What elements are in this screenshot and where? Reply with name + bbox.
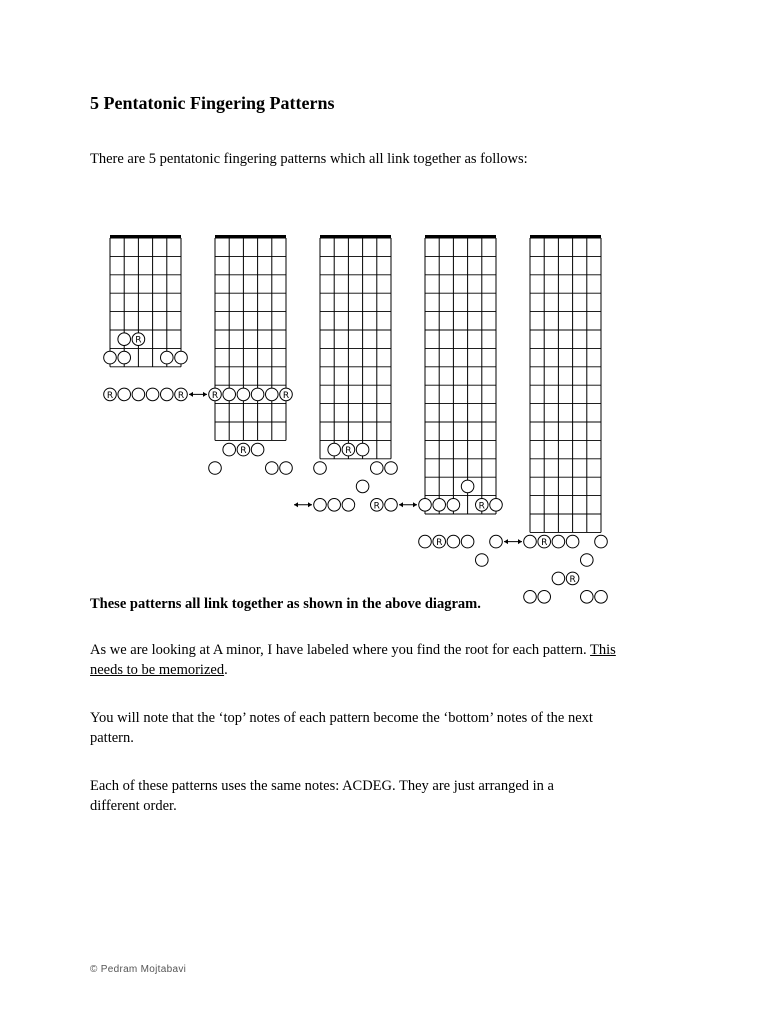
fretboard-pattern-5 <box>524 235 608 603</box>
note-marker <box>595 535 608 548</box>
note-marker <box>356 480 369 493</box>
note-marker <box>476 554 489 567</box>
memorize-underlined-2: needs to be memorized <box>90 662 225 678</box>
fretboard-pattern-3 <box>314 235 398 511</box>
top-bottom-line-1: You will note that the ‘top’ notes of each pattern become the ‘bottom’ notes of the next <box>90 710 593 726</box>
note-marker <box>342 499 355 512</box>
top-bottom-line-2: pattern. <box>90 730 134 746</box>
link-arrow-head-right <box>308 502 312 507</box>
link-arrow <box>399 502 417 507</box>
note-marker <box>266 462 279 475</box>
note-marker <box>385 499 398 512</box>
root-label: R <box>135 335 142 346</box>
note-marker <box>371 462 384 475</box>
intro-paragraph: There are 5 pentatonic fingering patterns which all link together as follows: <box>90 151 528 167</box>
note-marker <box>490 499 503 512</box>
root-label: R <box>106 390 114 401</box>
fretboard-pattern-1 <box>104 235 188 401</box>
root-label: R <box>240 446 247 457</box>
note-marker <box>132 388 145 401</box>
note-marker <box>223 388 236 401</box>
note-marker <box>385 462 398 475</box>
root-label: R <box>177 390 185 401</box>
fretboard-pattern-2 <box>209 235 293 474</box>
note-marker <box>433 499 446 512</box>
root-label: R <box>569 574 576 585</box>
note-marker <box>280 462 293 475</box>
link-arrow-head-right <box>203 392 207 397</box>
note-marker <box>314 499 327 512</box>
note-marker <box>146 388 159 401</box>
note-marker <box>581 554 594 567</box>
note-marker <box>447 499 460 512</box>
top-bottom-paragraph <box>90 708 650 748</box>
link-arrow-head-left <box>399 502 403 507</box>
root-label: R <box>478 501 485 512</box>
note-marker <box>314 462 327 475</box>
note-marker <box>251 388 264 401</box>
fretboard-pattern-4 <box>419 235 503 566</box>
link-arrow-head-right <box>518 539 522 544</box>
note-marker <box>118 333 131 346</box>
note-marker <box>328 499 341 512</box>
root-period: . <box>224 662 228 678</box>
link-arrow <box>294 502 312 507</box>
note-marker <box>490 535 503 548</box>
pentatonic-patterns-diagram <box>100 228 620 585</box>
memorize-underlined-1: This <box>590 642 616 658</box>
link-statement: These patterns all link together as shown in the above diagram. <box>90 596 481 612</box>
note-marker <box>175 351 188 364</box>
note-marker <box>552 535 565 548</box>
root-paragraph <box>90 640 650 680</box>
note-marker <box>356 443 369 456</box>
note-marker <box>419 535 432 548</box>
note-marker <box>104 351 117 364</box>
copyright-footer: © Pedram Mojtabavi <box>90 964 187 975</box>
note-marker <box>447 535 460 548</box>
same-notes-line-1: Each of these patterns uses the same notes: ACDEG. They are just arranged in a <box>90 778 554 794</box>
note-marker <box>461 535 474 548</box>
root-label: R <box>541 538 548 549</box>
root-label: R <box>373 501 380 512</box>
note-marker <box>223 443 236 456</box>
note-marker <box>328 443 341 456</box>
note-marker <box>251 443 264 456</box>
root-label: R <box>345 446 352 457</box>
note-marker <box>118 388 131 401</box>
note-marker <box>552 572 565 585</box>
root-text: As we are looking at A minor, I have labeled where you find the root for each pattern. <box>90 642 591 658</box>
link-arrow-head-left <box>504 539 508 544</box>
root-label: R <box>436 538 443 549</box>
note-marker <box>266 388 279 401</box>
root-label: R <box>282 390 290 401</box>
note-marker <box>419 499 432 512</box>
root-label: R <box>211 390 219 401</box>
note-marker <box>237 388 250 401</box>
link-arrow <box>189 392 207 397</box>
note-marker <box>118 351 131 364</box>
note-marker <box>161 351 174 364</box>
note-marker <box>461 480 474 493</box>
link-arrow <box>504 539 522 544</box>
note-marker <box>209 462 222 475</box>
link-arrow-head-left <box>189 392 193 397</box>
same-notes-paragraph <box>90 776 650 816</box>
page-title: 5 Pentatonic Fingering Patterns <box>90 93 335 113</box>
note-marker <box>524 535 537 548</box>
note-marker <box>566 535 579 548</box>
same-notes-line-2: different order. <box>90 798 177 814</box>
link-arrow-head-right <box>413 502 417 507</box>
link-arrow-head-left <box>294 502 298 507</box>
note-marker <box>161 388 174 401</box>
